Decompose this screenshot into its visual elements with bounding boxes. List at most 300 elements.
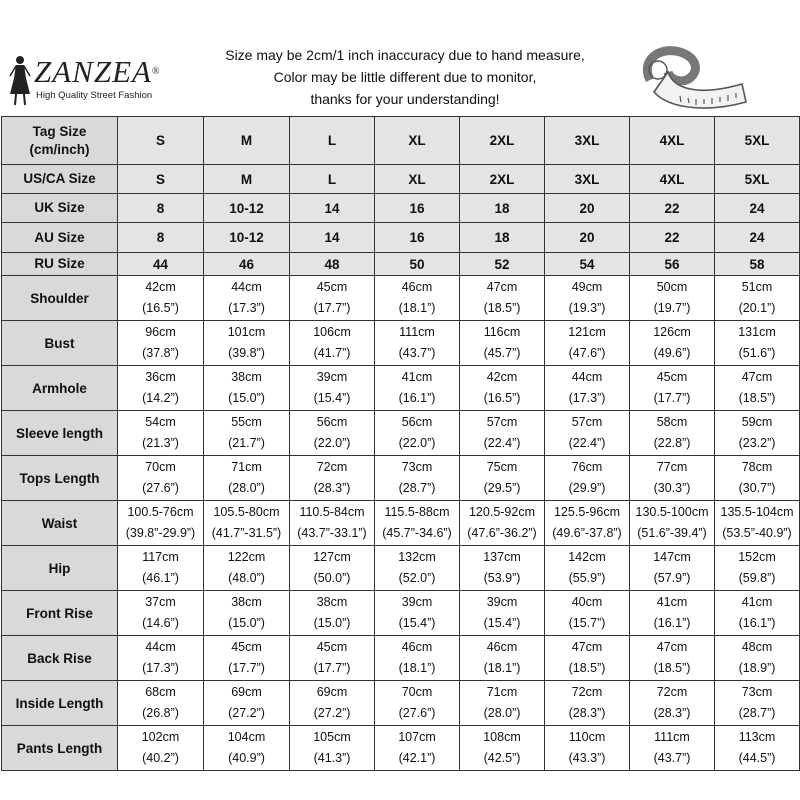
measurement-cell <box>460 591 545 636</box>
cm-value: 127cm <box>313 550 351 564</box>
inch-value: (59.8”) <box>738 571 776 585</box>
size-cell: 8 <box>118 223 204 253</box>
cm-value: 45cm <box>316 640 348 654</box>
measurement-cell <box>118 411 204 456</box>
cm-value: 72cm <box>571 685 603 699</box>
measurement-cell <box>715 366 800 411</box>
size-header-row <box>2 253 800 276</box>
measurement-cell <box>715 726 800 771</box>
measurement-cell <box>118 681 204 726</box>
cm-value: 56cm <box>316 415 348 429</box>
measurement-row <box>2 411 800 456</box>
cm-value: 57cm <box>571 415 603 429</box>
inch-value: (15.0”) <box>228 391 265 405</box>
cm-value: 120.5-92cm <box>468 505 535 519</box>
measurement-cell <box>545 681 630 726</box>
measurement-cell <box>460 366 545 411</box>
size-cell: 16 <box>375 194 460 223</box>
inch-value: (42.5”) <box>483 751 521 765</box>
cm-value: 121cm <box>568 325 606 339</box>
inch-value: (21.7”) <box>228 436 265 450</box>
cm-value: 51cm <box>741 280 773 294</box>
size-cell: M <box>204 117 290 165</box>
inch-value: (16.5”) <box>483 391 521 405</box>
measurement-cell <box>715 501 800 546</box>
size-cell: 20 <box>545 194 630 223</box>
cm-value: 126cm <box>653 325 691 339</box>
cm-value: 107cm <box>398 730 436 744</box>
cm-value: 75cm <box>486 460 518 474</box>
inch-value: (52.0”) <box>398 571 436 585</box>
row-label: Pants Length <box>2 726 118 771</box>
inch-value: (42.1”) <box>398 751 436 765</box>
measurement-cell <box>630 636 715 681</box>
header <box>0 38 800 116</box>
inch-value: (27.2”) <box>228 706 265 720</box>
measurement-cell <box>375 546 460 591</box>
measurement-row <box>2 726 800 771</box>
size-cell: XL <box>375 117 460 165</box>
measurement-cell <box>460 321 545 366</box>
cm-value: 69cm <box>316 685 348 699</box>
size-cell: 24 <box>715 223 800 253</box>
size-cell: 18 <box>460 194 545 223</box>
inch-value: (47.6”-36.2”) <box>467 526 537 540</box>
measurement-cell <box>118 276 204 321</box>
measurement-cell <box>630 546 715 591</box>
cm-value: 105.5-80cm <box>213 505 280 519</box>
brand-tagline: High Quality Street Fashion <box>36 90 153 101</box>
cm-value: 56cm <box>401 415 433 429</box>
cm-value: 96cm <box>145 325 176 339</box>
measurement-cell <box>715 681 800 726</box>
inch-value: (15.4”) <box>483 616 521 630</box>
size-cell: 2XL <box>460 117 545 165</box>
inch-value: (15.0”) <box>313 616 351 630</box>
inch-value: (15.7”) <box>568 616 606 630</box>
inch-value: (50.0”) <box>313 571 351 585</box>
measurement-cell <box>290 321 375 366</box>
cm-value: 47cm <box>486 280 518 294</box>
cm-value: 152cm <box>738 550 776 564</box>
inch-value: (15.4”) <box>313 391 351 405</box>
size-cell: XL <box>375 165 460 194</box>
cm-value: 38cm <box>231 595 262 609</box>
measurement-cell <box>290 456 375 501</box>
inch-value: (46.1”) <box>142 571 179 585</box>
cm-value: 77cm <box>656 460 688 474</box>
cm-value: 42cm <box>145 280 176 294</box>
cm-value: 101cm <box>227 325 266 339</box>
cm-value: 117cm <box>142 550 179 564</box>
inch-value: (45.7”-34.6”) <box>382 526 452 540</box>
row-label: Back Rise <box>2 636 118 681</box>
measurement-cell <box>290 366 375 411</box>
measurement-cell <box>545 501 630 546</box>
measurement-cell <box>545 456 630 501</box>
inch-value: (14.2”) <box>142 391 179 405</box>
measurement-cell <box>375 726 460 771</box>
cm-value: 100.5-76cm <box>127 505 194 519</box>
measurement-cell <box>460 411 545 456</box>
cm-value: 58cm <box>656 415 688 429</box>
cm-value: 44cm <box>145 640 176 654</box>
measurement-cell <box>118 726 204 771</box>
inch-value: (41.7”-31.5”) <box>211 526 282 540</box>
row-label: AU Size <box>2 223 118 253</box>
inch-value: (28.7”) <box>738 706 776 720</box>
measurement-cell <box>545 366 630 411</box>
measurement-row <box>2 456 800 501</box>
size-cell: 24 <box>715 194 800 223</box>
measurement-cell <box>630 591 715 636</box>
measurement-cell <box>630 681 715 726</box>
size-cell: 20 <box>545 223 630 253</box>
brand-name: ZANZEA® <box>34 54 161 89</box>
inch-value: (18.5”) <box>653 661 691 675</box>
inch-value: (44.5”) <box>738 751 776 765</box>
inch-value: (28.3”) <box>568 706 606 720</box>
size-chart-table <box>1 116 800 771</box>
cm-value: 142cm <box>568 550 606 564</box>
inch-value: (49.6”-37.8”) <box>552 526 622 540</box>
measurement-cell <box>630 726 715 771</box>
cm-value: 115.5-88cm <box>384 505 450 519</box>
fashion-model-icon <box>6 54 34 106</box>
measurement-cell <box>290 636 375 681</box>
inch-value: (29.9”) <box>568 481 606 495</box>
measurement-cell <box>118 321 204 366</box>
measurement-cell <box>545 591 630 636</box>
cm-value: 44cm <box>231 280 262 294</box>
inch-value: (22.0”) <box>313 436 351 450</box>
measurement-row <box>2 276 800 321</box>
measurement-cell <box>375 276 460 321</box>
measurement-cell <box>290 546 375 591</box>
cm-value: 111cm <box>399 325 435 339</box>
cm-value: 49cm <box>571 280 603 294</box>
row-label: Tops Length <box>2 456 118 501</box>
inch-value: (57.9”) <box>653 571 691 585</box>
measurement-cell <box>460 636 545 681</box>
cm-value: 50cm <box>656 280 688 294</box>
cm-value: 108cm <box>483 730 521 744</box>
measurement-cell <box>545 546 630 591</box>
brand-logo <box>4 42 194 112</box>
size-header-row <box>2 223 800 253</box>
measurement-cell <box>630 366 715 411</box>
cm-value: 55cm <box>231 415 262 429</box>
cm-value: 54cm <box>145 415 176 429</box>
measurement-cell <box>118 591 204 636</box>
inch-value: (49.6”) <box>653 346 691 360</box>
cm-value: 147cm <box>653 550 691 564</box>
cm-value: 70cm <box>145 460 176 474</box>
row-label: Waist <box>2 501 118 546</box>
cm-value: 135.5-104cm <box>720 505 794 519</box>
inch-value: (17.7”) <box>313 661 351 675</box>
inch-value: (43.3”) <box>568 751 606 765</box>
measurement-cell <box>630 456 715 501</box>
measurement-cell <box>375 501 460 546</box>
size-header-row <box>2 117 800 165</box>
inch-value: (51.6”-39.4”) <box>637 526 707 540</box>
size-cell: 10-12 <box>204 194 290 223</box>
size-cell: 14 <box>290 194 375 223</box>
inch-value: (18.5”) <box>738 391 776 405</box>
size-cell: S <box>118 117 204 165</box>
measurement-cell <box>204 636 290 681</box>
cm-value: 105cm <box>313 730 351 744</box>
inch-value: (43.7”) <box>398 346 436 360</box>
size-cell: 10-12 <box>204 223 290 253</box>
inch-value: (22.4”) <box>483 436 521 450</box>
measurement-cell <box>204 726 290 771</box>
inch-value: (18.5”) <box>483 301 521 315</box>
size-cell: 48 <box>290 253 375 276</box>
inch-value: (18.1”) <box>398 301 436 315</box>
inch-value: (22.0”) <box>398 436 436 450</box>
cm-value: 110cm <box>568 730 606 744</box>
inch-value: (30.7”) <box>738 481 776 495</box>
cm-value: 39cm <box>401 595 433 609</box>
cm-value: 122cm <box>227 550 266 564</box>
measurement-cell <box>290 681 375 726</box>
measurement-cell <box>118 366 204 411</box>
inch-value: (18.1”) <box>398 661 436 675</box>
row-label: Bust <box>2 321 118 366</box>
cm-value: 125.5-96cm <box>553 505 620 519</box>
measurement-row <box>2 366 800 411</box>
cm-value: 130.5-100cm <box>635 505 709 519</box>
inch-value: (37.8”) <box>142 346 179 360</box>
inch-value: (41.7”) <box>313 346 351 360</box>
cm-value: 72cm <box>656 685 688 699</box>
size-cell: 18 <box>460 223 545 253</box>
cm-value: 113cm <box>738 730 776 744</box>
measurement-cell <box>290 411 375 456</box>
cm-value: 71cm <box>231 460 262 474</box>
inch-value: (18.1”) <box>483 661 521 675</box>
measurement-cell <box>715 411 800 456</box>
size-cell: 5XL <box>715 165 800 194</box>
cm-value: 70cm <box>401 685 433 699</box>
cm-value: 36cm <box>145 370 176 384</box>
inch-value: (26.8”) <box>142 706 179 720</box>
cm-value: 47cm <box>571 640 603 654</box>
inch-value: (16.5”) <box>142 301 179 315</box>
notice-line: thanks for your understanding! <box>310 91 500 107</box>
measurement-row <box>2 321 800 366</box>
measurement-cell <box>204 591 290 636</box>
size-cell: L <box>290 165 375 194</box>
inch-value: (51.6”) <box>738 346 776 360</box>
cm-value: 41cm <box>656 595 688 609</box>
measurement-cell <box>630 276 715 321</box>
cm-value: 37cm <box>145 595 176 609</box>
measurement-cell <box>375 681 460 726</box>
cm-value: 69cm <box>231 685 262 699</box>
measurement-cell <box>118 501 204 546</box>
inch-value: (22.4”) <box>568 436 606 450</box>
inch-value: (27.6”) <box>142 481 179 495</box>
size-cell: 54 <box>545 253 630 276</box>
notice-line: Color may be little different due to monitor, <box>273 69 537 85</box>
inch-value: (47.6”) <box>568 346 606 360</box>
size-cell: 58 <box>715 253 800 276</box>
inch-value: (16.1”) <box>653 616 691 630</box>
inch-value: (53.5”-40.9”) <box>722 526 792 540</box>
size-cell: 52 <box>460 253 545 276</box>
inch-value: (41.3”) <box>313 751 351 765</box>
inch-value: (16.1”) <box>738 616 776 630</box>
cm-value: 46cm <box>401 640 433 654</box>
measurement-notice <box>200 44 610 114</box>
measurement-row <box>2 501 800 546</box>
measurement-cell <box>204 366 290 411</box>
measurement-row <box>2 591 800 636</box>
inch-value: (28.7”) <box>398 481 436 495</box>
measurement-cell <box>545 726 630 771</box>
measurement-cell <box>375 411 460 456</box>
cm-value: 41cm <box>401 370 433 384</box>
size-cell: 46 <box>204 253 290 276</box>
measurement-cell <box>118 546 204 591</box>
measurement-cell <box>118 636 204 681</box>
row-label: Hip <box>2 546 118 591</box>
inch-value: (40.9”) <box>228 751 265 765</box>
inch-value: (40.2”) <box>142 751 179 765</box>
cm-value: 46cm <box>486 640 518 654</box>
inch-value: (43.7”-33.1”) <box>297 526 367 540</box>
inch-value: (17.3”) <box>568 391 606 405</box>
measurement-cell <box>460 546 545 591</box>
measurement-cell <box>375 456 460 501</box>
row-label: US/CA Size <box>2 165 118 194</box>
measurement-cell <box>204 411 290 456</box>
inch-value: (22.8”) <box>653 436 691 450</box>
inch-value: (55.9”) <box>568 571 606 585</box>
cm-value: 106cm <box>313 325 351 339</box>
measurement-cell <box>375 591 460 636</box>
measurement-cell <box>630 411 715 456</box>
cm-value: 78cm <box>741 460 773 474</box>
inch-value: (18.9”) <box>738 661 776 675</box>
measurement-cell <box>204 501 290 546</box>
size-cell: 50 <box>375 253 460 276</box>
cm-value: 71cm <box>486 685 518 699</box>
cm-value: 47cm <box>741 370 773 384</box>
measurement-cell <box>290 726 375 771</box>
size-cell: 4XL <box>630 117 715 165</box>
measurement-cell <box>290 501 375 546</box>
measurement-cell <box>545 411 630 456</box>
cm-value: 68cm <box>145 685 176 699</box>
measurement-cell <box>715 546 800 591</box>
inch-value: (17.7”) <box>313 301 351 315</box>
inch-value: (27.6”) <box>398 706 436 720</box>
cm-value: 102cm <box>141 730 180 744</box>
inch-value: (15.4”) <box>398 616 436 630</box>
inch-value: (53.9”) <box>483 571 521 585</box>
inch-value: (48.0”) <box>228 571 265 585</box>
inch-value: (28.3”) <box>313 481 351 495</box>
row-label: Front Rise <box>2 591 118 636</box>
size-cell: 4XL <box>630 165 715 194</box>
size-cell: S <box>118 165 204 194</box>
inch-value: (39.8”) <box>228 346 265 360</box>
measurement-cell <box>118 456 204 501</box>
size-cell: L <box>290 117 375 165</box>
inch-value: (15.0”) <box>228 616 265 630</box>
measurement-cell <box>460 681 545 726</box>
inch-value: (17.7”) <box>228 661 265 675</box>
cm-value: 57cm <box>486 415 518 429</box>
measurement-cell <box>290 276 375 321</box>
size-cell: 5XL <box>715 117 800 165</box>
size-cell: 3XL <box>545 117 630 165</box>
cm-value: 45cm <box>231 640 262 654</box>
inch-value: (18.5”) <box>568 661 606 675</box>
size-header-row <box>2 165 800 194</box>
cm-value: 104cm <box>227 730 266 744</box>
row-label: Sleeve length <box>2 411 118 456</box>
cm-value: 41cm <box>741 595 773 609</box>
cm-value: 48cm <box>741 640 773 654</box>
cm-value: 73cm <box>741 685 773 699</box>
row-label: Shoulder <box>2 276 118 321</box>
cm-value: 44cm <box>571 370 603 384</box>
inch-value: (19.3”) <box>568 301 606 315</box>
row-label: Tag Size (cm/inch) <box>2 117 118 165</box>
inch-value: (30.3”) <box>653 481 691 495</box>
inch-value: (28.0”) <box>228 481 265 495</box>
cm-value: 45cm <box>316 280 348 294</box>
row-label: Armhole <box>2 366 118 411</box>
cm-value: 131cm <box>738 325 776 339</box>
measurement-cell <box>545 321 630 366</box>
measurement-cell <box>460 726 545 771</box>
measurement-cell <box>715 276 800 321</box>
size-cell: 16 <box>375 223 460 253</box>
measurement-cell <box>375 366 460 411</box>
size-cell: 44 <box>118 253 204 276</box>
row-label: RU Size <box>2 253 118 276</box>
cm-value: 76cm <box>571 460 603 474</box>
measurement-row <box>2 546 800 591</box>
cm-value: 47cm <box>656 640 688 654</box>
size-cell: 2XL <box>460 165 545 194</box>
measurement-row <box>2 681 800 726</box>
inch-value: (17.3”) <box>142 661 179 675</box>
row-label: Inside Length <box>2 681 118 726</box>
cm-value: 38cm <box>231 370 262 384</box>
row-label: UK Size <box>2 194 118 223</box>
measurement-cell <box>630 501 715 546</box>
cm-value: 39cm <box>316 370 348 384</box>
cm-value: 46cm <box>401 280 433 294</box>
cm-value: 110.5-84cm <box>299 505 365 519</box>
measurement-cell <box>375 321 460 366</box>
inch-value: (16.1”) <box>398 391 436 405</box>
cm-value: 42cm <box>486 370 518 384</box>
size-header-row <box>2 194 800 223</box>
size-cell: 22 <box>630 194 715 223</box>
measurement-cell <box>460 501 545 546</box>
inch-value: (21.3”) <box>142 436 179 450</box>
cm-value: 111cm <box>654 730 690 744</box>
measurement-cell <box>290 591 375 636</box>
